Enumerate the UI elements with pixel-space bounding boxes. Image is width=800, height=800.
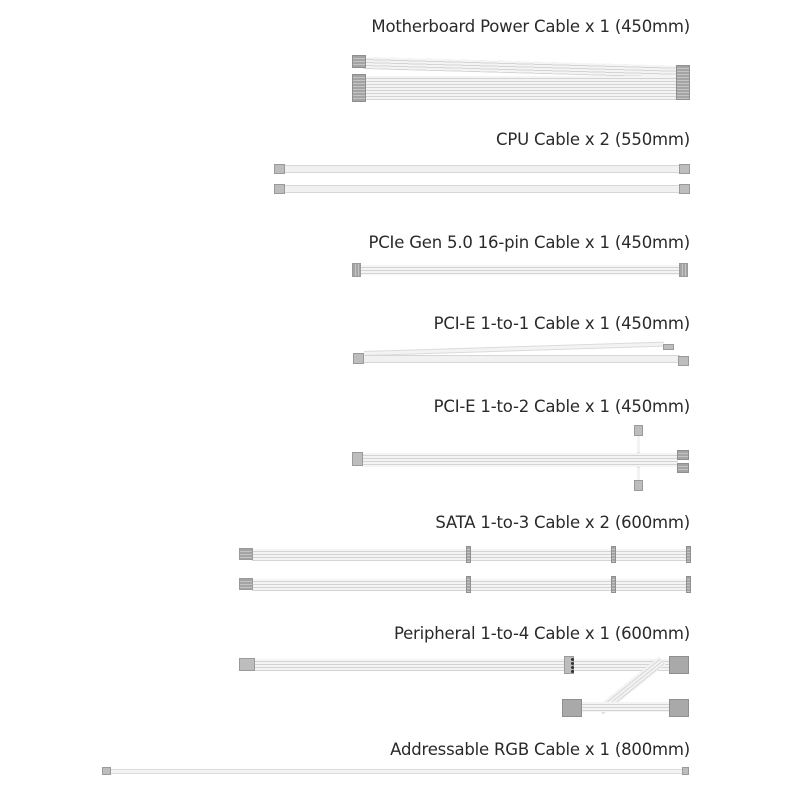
peripheral-1to4-cable-label: Peripheral 1-to-4 Cable x 1 (600mm) <box>393 624 690 643</box>
argb-connector-icon <box>682 767 689 775</box>
pcie-1to2-cable-label: PCI-E 1-to-2 Cable x 1 (450mm) <box>433 397 690 416</box>
cpu-cable-label: CPU Cable x 2 (550mm) <box>496 130 690 149</box>
pcie-1to1-cable-label: PCI-E 1-to-1 Cable x 1 (450mm) <box>433 314 690 333</box>
sata-1to3-cable-label: SATA 1-to-3 Cable x 2 (600mm) <box>435 513 690 532</box>
pcie-gen5-cable-label: PCIe Gen 5.0 16-pin Cable x 1 (450mm) <box>368 233 690 252</box>
argb-connector-icon <box>102 767 111 775</box>
argb-wire <box>110 769 684 774</box>
argb-cable-label: Addressable RGB Cable x 1 (800mm) <box>390 740 690 759</box>
motherboard-cable-label: Motherboard Power Cable x 1 (450mm) <box>371 17 690 36</box>
